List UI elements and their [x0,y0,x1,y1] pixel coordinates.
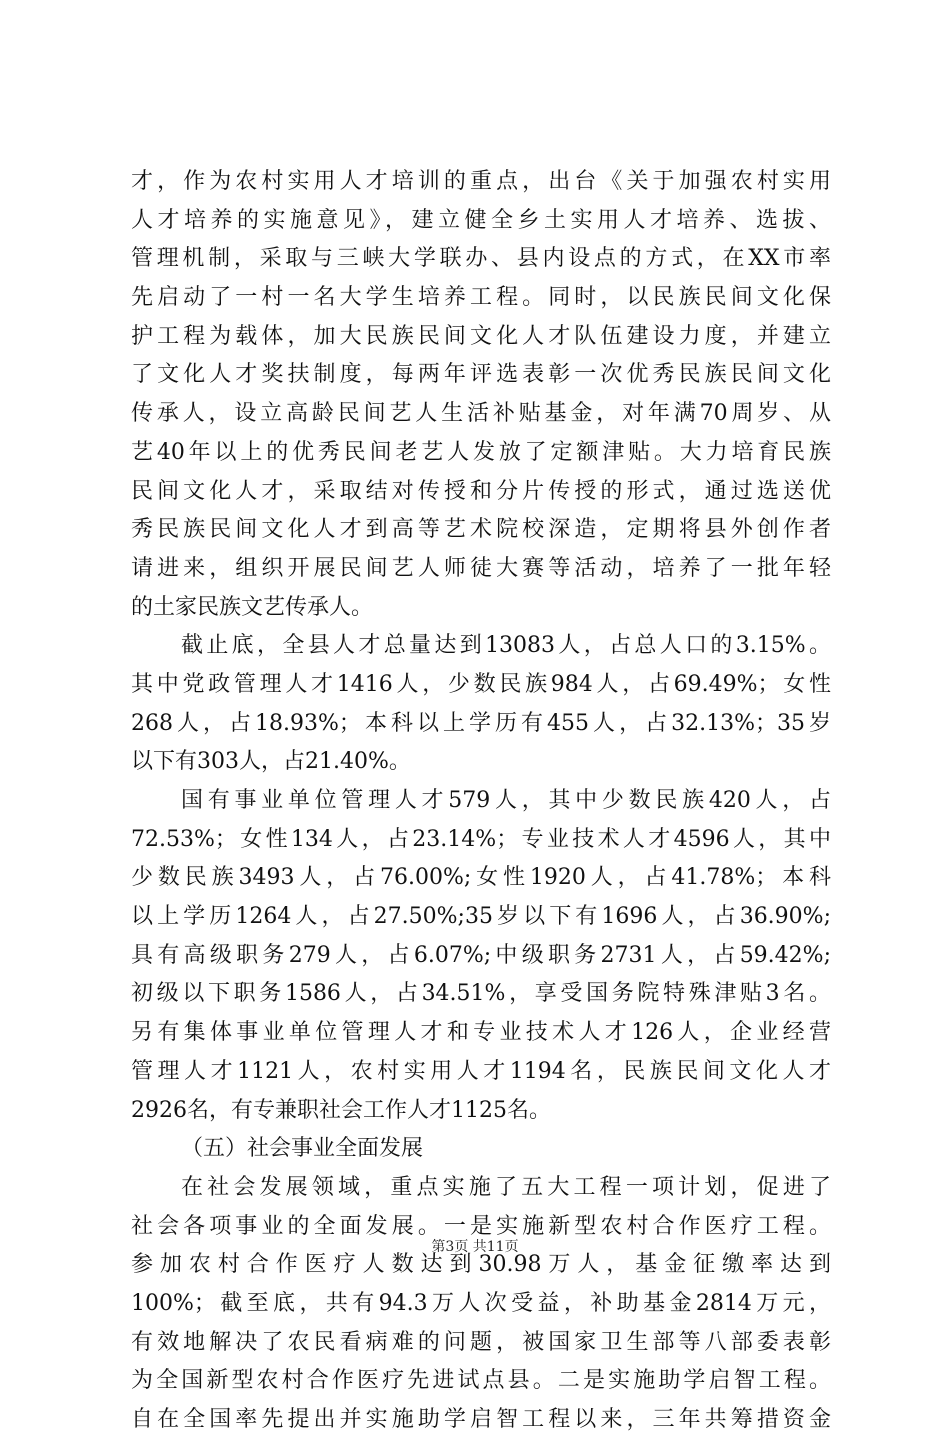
paragraph-talent-total [131,627,831,782]
text-line: 具有高级职务279人，占6.07%;中级职务2731人，占59.42%; [131,942,831,968]
section-heading-text: （五）社会事业全面发展 [181,1136,424,1162]
text-line: 268人，占18.93%；本科以上学历有455人，占32.13%；35岁 [131,710,831,736]
text-line: 在社会发展领域，重点实施了五大工程一项计划，促进了 [181,1174,831,1200]
text-line: 初级以下职务1586人，占34.51%，享受国务院特殊津贴3名。 [131,981,831,1007]
text-line: 国有事业单位管理人才579人，其中少数民族420人，占 [181,788,831,813]
text-line: 100%；截至底，共有94.3万人次受益，补助基金2814万元， [131,1290,831,1316]
text-line: 社会各项事业的全面发展。一是实施新型农村合作医疗工程。 [131,1213,831,1239]
text-line: 民间文化人才，采取结对传授和分片传授的形式，通过选送优 [131,478,831,504]
text-line: 人才培养的实施意见》，建立健全乡土实用人才培养、选拔、 [131,207,831,233]
paragraph-public-institutions [131,782,831,1130]
paragraph-social-development [131,1169,831,1440]
text-line: 艺40年以上的优秀民间老艺人发放了定额津贴。大力培育民族 [131,439,831,465]
text-line: 72.53%；女性134人，占23.14%；专业技术人才4596人，其中 [131,826,831,852]
section-heading [131,1130,831,1169]
text-line: 管理人才1121人，农村实用人才1194名，民族民间文化人才 [131,1058,831,1084]
text-line: 截止底，全县人才总量达到13083人，占总人口的3.15%。 [181,633,831,659]
text-line: 了文化人才奖扶制度，每两年评选表彰一次优秀民族民间文化 [131,362,831,388]
text-line: 管理机制，采取与三峡大学联办、县内设点的方式，在XX市率 [131,246,831,272]
text-line: 以下有303人，占21.40%。 [131,749,411,775]
text-line: 请进来，组织开展民间艺人师徒大赛等活动，培养了一批年轻 [131,555,831,581]
text-line: 另有集体事业单位管理人才和专业技术人才126人，企业经营 [131,1020,831,1046]
text-line: 为全国新型农村合作医疗先进试点县。二是实施助学启智工程。 [131,1368,831,1394]
text-line: 先启动了一村一名大学生培养工程。同时，以民族民间文化保 [131,285,831,311]
text-line: 护工程为载体，加大民族民间文化人才队伍建设力度，并建立 [131,323,831,349]
text-line: 传承人，设立高龄民间艺人生活补贴基金，对年满70周岁、从 [131,401,831,427]
text-line: 少数民族3493人，占76.00%;女性1920人，占41.78%；本科 [131,865,831,891]
text-line: 参加农村合作医疗人数达到30.98万人，基金征缴率达到 [131,1252,831,1278]
page-number-footer: 第3页 共11页 [431,1239,519,1255]
text-line: 2926名，有专兼职社会工作人才1125名。 [131,1097,551,1123]
text-line: 以上学历1264人，占27.50%;35岁以下有1696人，占36.90%; [131,904,831,930]
text-line: 才，作为农村实用人才培训的重点，出台《关于加强农村实用 [131,169,831,194]
text-line: 其中党政管理人才1416人，少数民族984人，占69.49%；女性 [131,671,831,697]
text-line: 秀民族民间文化人才到高等艺术院校深造，定期将县外创作者 [131,517,831,543]
paragraph-talent-training [131,163,831,627]
text-line: 的土家民族文艺传承人。 [131,594,374,620]
text-line: 自在全国率先提出并实施助学启智工程以来，三年共筹措资金 [131,1407,831,1432]
text-line: 有效地解决了农民看病难的问题，被国家卫生部等八部委表彰 [131,1329,831,1355]
